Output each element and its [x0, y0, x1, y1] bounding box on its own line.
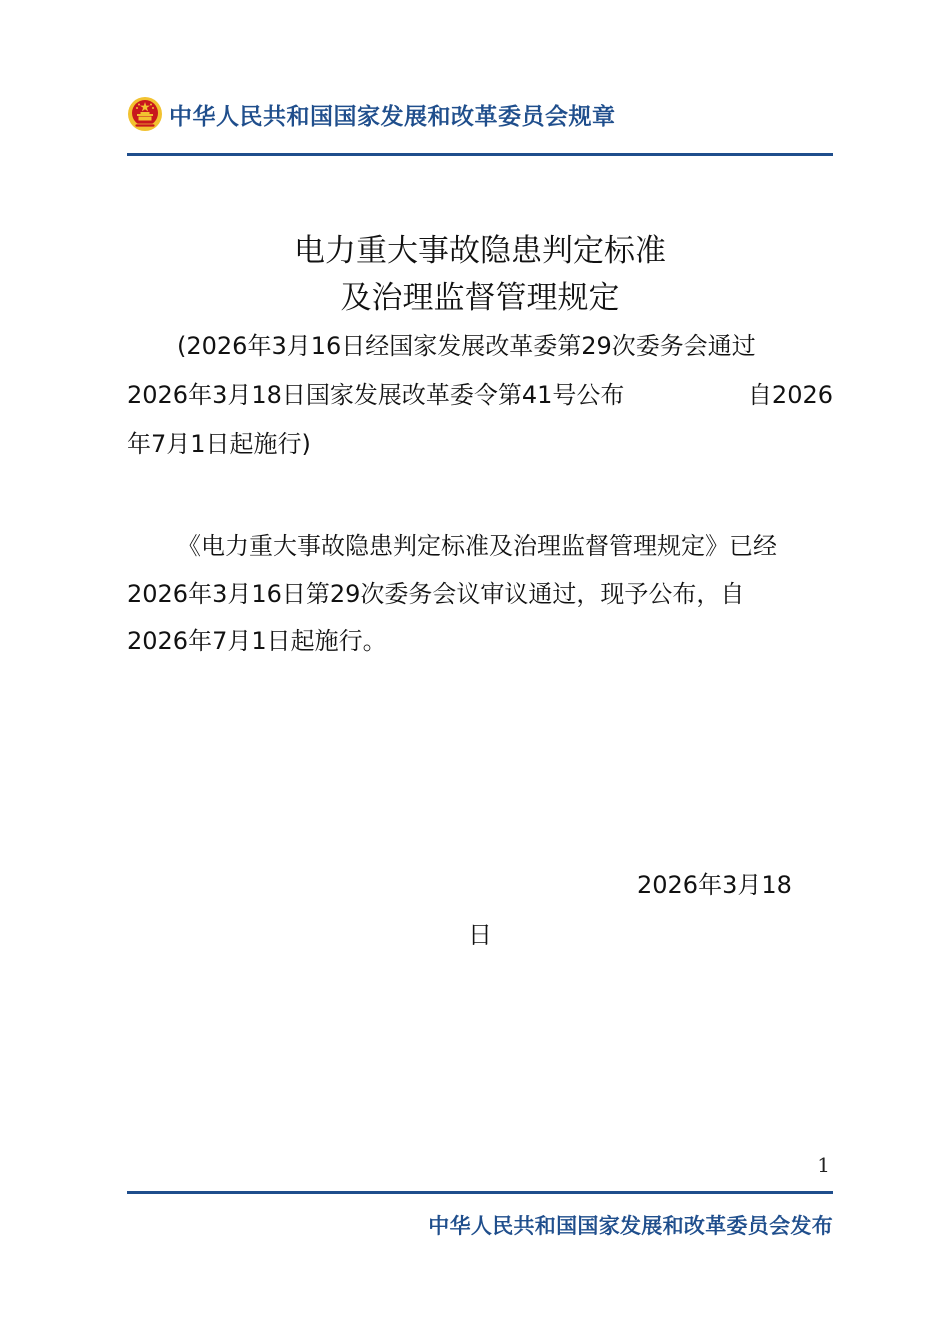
- body-line3: 2026年7月1日起施行。: [127, 627, 387, 655]
- header-divider: [127, 153, 833, 156]
- document-title-line1: 电力重大事故隐患判定标准: [294, 233, 666, 269]
- document-header: [127, 94, 833, 134]
- preamble-line3: 年7月1日起施行): [127, 430, 311, 458]
- body-line1: 《电力重大事故隐患判定标准及治理监督管理规定》已经: [177, 532, 777, 560]
- body-line2: 2026年3月16日第29次委务会议审议通过，现予公布，自: [127, 580, 745, 608]
- signing-date-day: 日: [468, 921, 492, 949]
- page-number: 1: [817, 1153, 830, 1177]
- footer-publisher: 中华人民共和国国家发展和改革委员会发布: [428, 1214, 833, 1238]
- preamble-line2: [127, 377, 833, 413]
- preamble-line2-announcement: 2026年3月18日国家发展改革委令第41号公布: [127, 381, 625, 409]
- footer-divider: [127, 1191, 833, 1194]
- preamble-line2-effective: 自2026: [747, 381, 833, 409]
- preamble-line1: (2026年3月16日经国家发展改革委第29次委务会通过: [177, 332, 756, 360]
- national-emblem-icon: [127, 96, 163, 132]
- document-title-line2: 及治理监督管理规定: [340, 280, 620, 316]
- signing-date: 2026年3月18: [637, 871, 792, 899]
- header-title: 中华人民共和国国家发展和改革委员会规章: [169, 103, 616, 130]
